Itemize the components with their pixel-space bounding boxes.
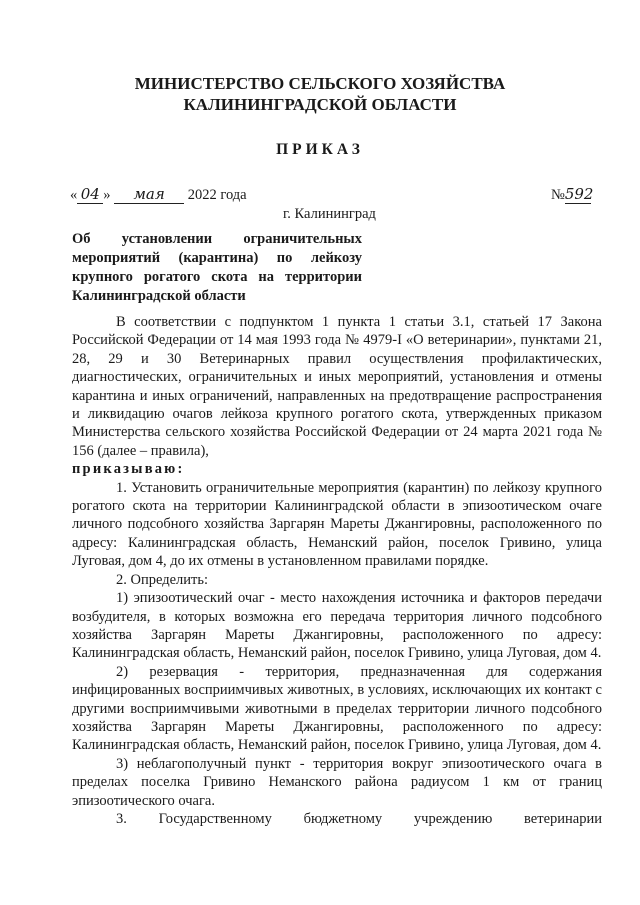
order-word: приказываю: (72, 461, 185, 478)
date-quote-close: » (103, 187, 111, 203)
date-month: мая (114, 185, 184, 204)
order-subject: Об установлении ограничительных мероприятий (карантина) по лейкозу крупного рогатого скота на территории Калининградской области (72, 231, 362, 304)
order-date (70, 185, 247, 204)
number-value: 592 (564, 185, 594, 203)
item-3: 3. Государственному бюджетному учреждению ветеринарии (116, 810, 602, 827)
ministry-line-1: МИНИСТЕРСТВО СЕЛЬСКОГО ХОЗЯЙСТВА (134, 74, 506, 93)
ministry-line-2: КАЛИНИНГРАДСКОЙ ОБЛАСТИ (183, 95, 457, 114)
document-type: ПРИКАЗ (276, 141, 364, 158)
order-body (72, 313, 602, 828)
order-city: г. Калининград (283, 206, 376, 222)
ministry-name (0, 73, 640, 115)
item-2-1: 1) эпизоотический очаг - место нахождения источника и факторов передачи возбудителя, в которых возможна его передача территория личного подсобного хозяйства Заргарян Мареты Джангировны, расположенного по адресу: Калининградская область, Неманский район, поселок Гривино, улица Луговая, дом 4. (72, 590, 602, 662)
preamble: В соответствии с подпунктом 1 пункта 1 статьи 3.1, статьей 17 Закона Российской Федерации от 14 мая 1993 года № 4979-I «О ветеринарии», пунктами 21, 28, 29 и 30 Ветеринарных правил осуществления профилактических, диагностических, ограничительных и иных мероприятий, установления и отмены карантина и иных ограничений, направленных на предотвращение распространения и ликвидацию очагов лейкоза крупного рогатого скота, утвержденных приказом Министерства сельского хозяйства Российской Федерации от 24 марта 2021 года № 156 (далее – правила), (72, 314, 602, 459)
number-sign: № (551, 187, 565, 203)
order-number (551, 185, 594, 204)
item-1: 1. Установить ограничительные мероприятия (карантин) по лейкозу крупного рогатого скота на территории Калининградской области в эпизоотическом очаге личного подсобного хозяйства Заргарян Мареты Джангировны, расположенного по адресу: Калининградская область, Неманский район, поселок Гривино, улица Луговая, дом 4, до их отмены в установленном правилами порядке. (72, 479, 602, 570)
item-2-3: 3) неблагополучный пункт - территория вокруг эпизоотического очага в пределах поселка Гривино Неманского района радиусом 1 км от границ эпизоотического очага. (72, 755, 602, 809)
item-2: 2. Определить: (116, 571, 209, 588)
date-day: 04 (77, 185, 103, 204)
date-quote-open: « (70, 187, 78, 203)
item-2-2: 2) резервация - территория, предназначенная для содержания инфицированных восприимчивых животных, в условиях, исключающих их контакт с другими восприимчивыми животными в пределах территории личного подсобного хозяйства Заргарян Мареты Джангировны, расположенного по адресу: Калининградская область, Неманский район, поселок Гривино, улица Луговая, дом 4. (72, 663, 602, 754)
date-year: 2022 года (187, 187, 247, 203)
